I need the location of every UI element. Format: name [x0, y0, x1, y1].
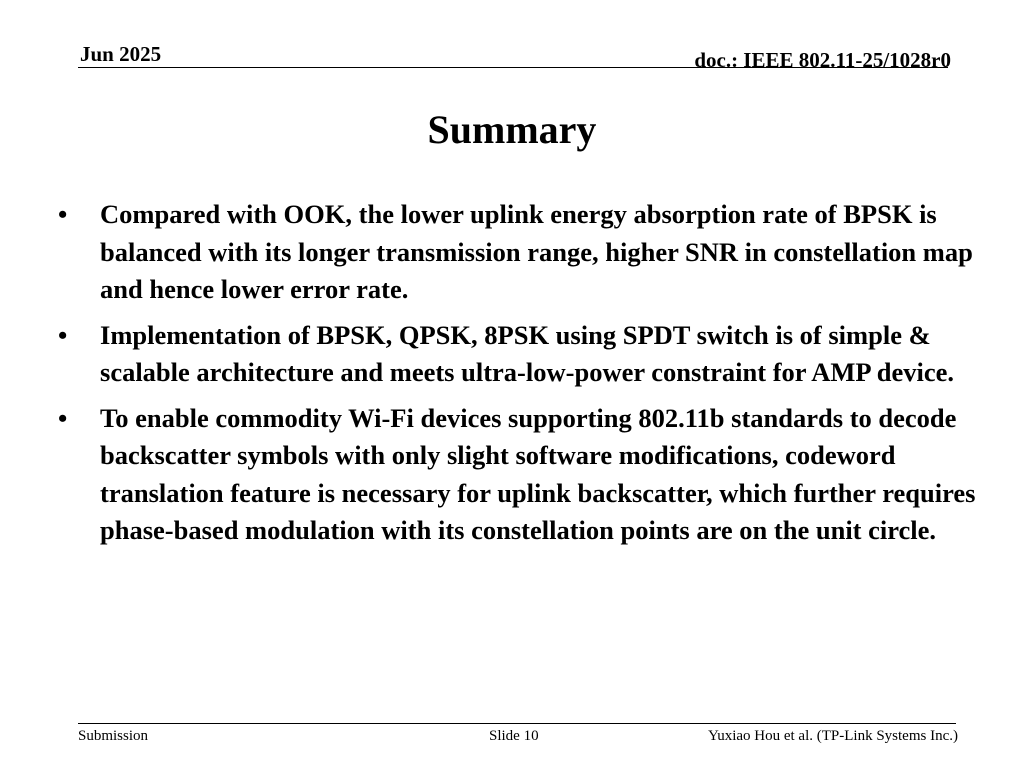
bullet-item	[58, 317, 993, 392]
bullet-text: Implementation of BPSK, QPSK, 8PSK using SPDT switch is of simple & scalable architecture and meets ultra-low-power constraint for AMP device.	[100, 319, 954, 387]
footer-slide-number: Slide 10	[489, 728, 539, 744]
bullet-marker: •	[58, 319, 68, 350]
header-document-id: doc.: IEEE 802.11-25/1028r0	[694, 48, 951, 72]
header-date: Jun 2025	[80, 42, 162, 66]
slide-title: Summary	[427, 107, 597, 152]
footer-authors: Yuxiao Hou et al. (TP-Link Systems Inc.)	[708, 728, 958, 744]
footer-submission: Submission	[78, 728, 149, 744]
bullet-item	[58, 196, 993, 309]
bullet-marker: •	[58, 402, 68, 433]
bullet-marker: •	[58, 199, 68, 229]
header-divider	[78, 67, 948, 68]
footer-divider	[78, 723, 956, 724]
bullet-item	[58, 400, 993, 550]
bullet-list	[58, 196, 993, 558]
bullet-text: Compared with OOK, the lower uplink energy absorption rate of BPSK is balanced with its longer transmission range, higher SNR in constellation map and hence lower error rate.	[100, 199, 973, 304]
bullet-text: To enable commodity Wi-Fi devices supporting 802.11b standards to decode backscatter symbols with only slight software modifications, codeword translation feature is necessary for uplink backscatter, which further requires phase-based modulation with its constellation points are on the unit circle.	[100, 402, 976, 545]
